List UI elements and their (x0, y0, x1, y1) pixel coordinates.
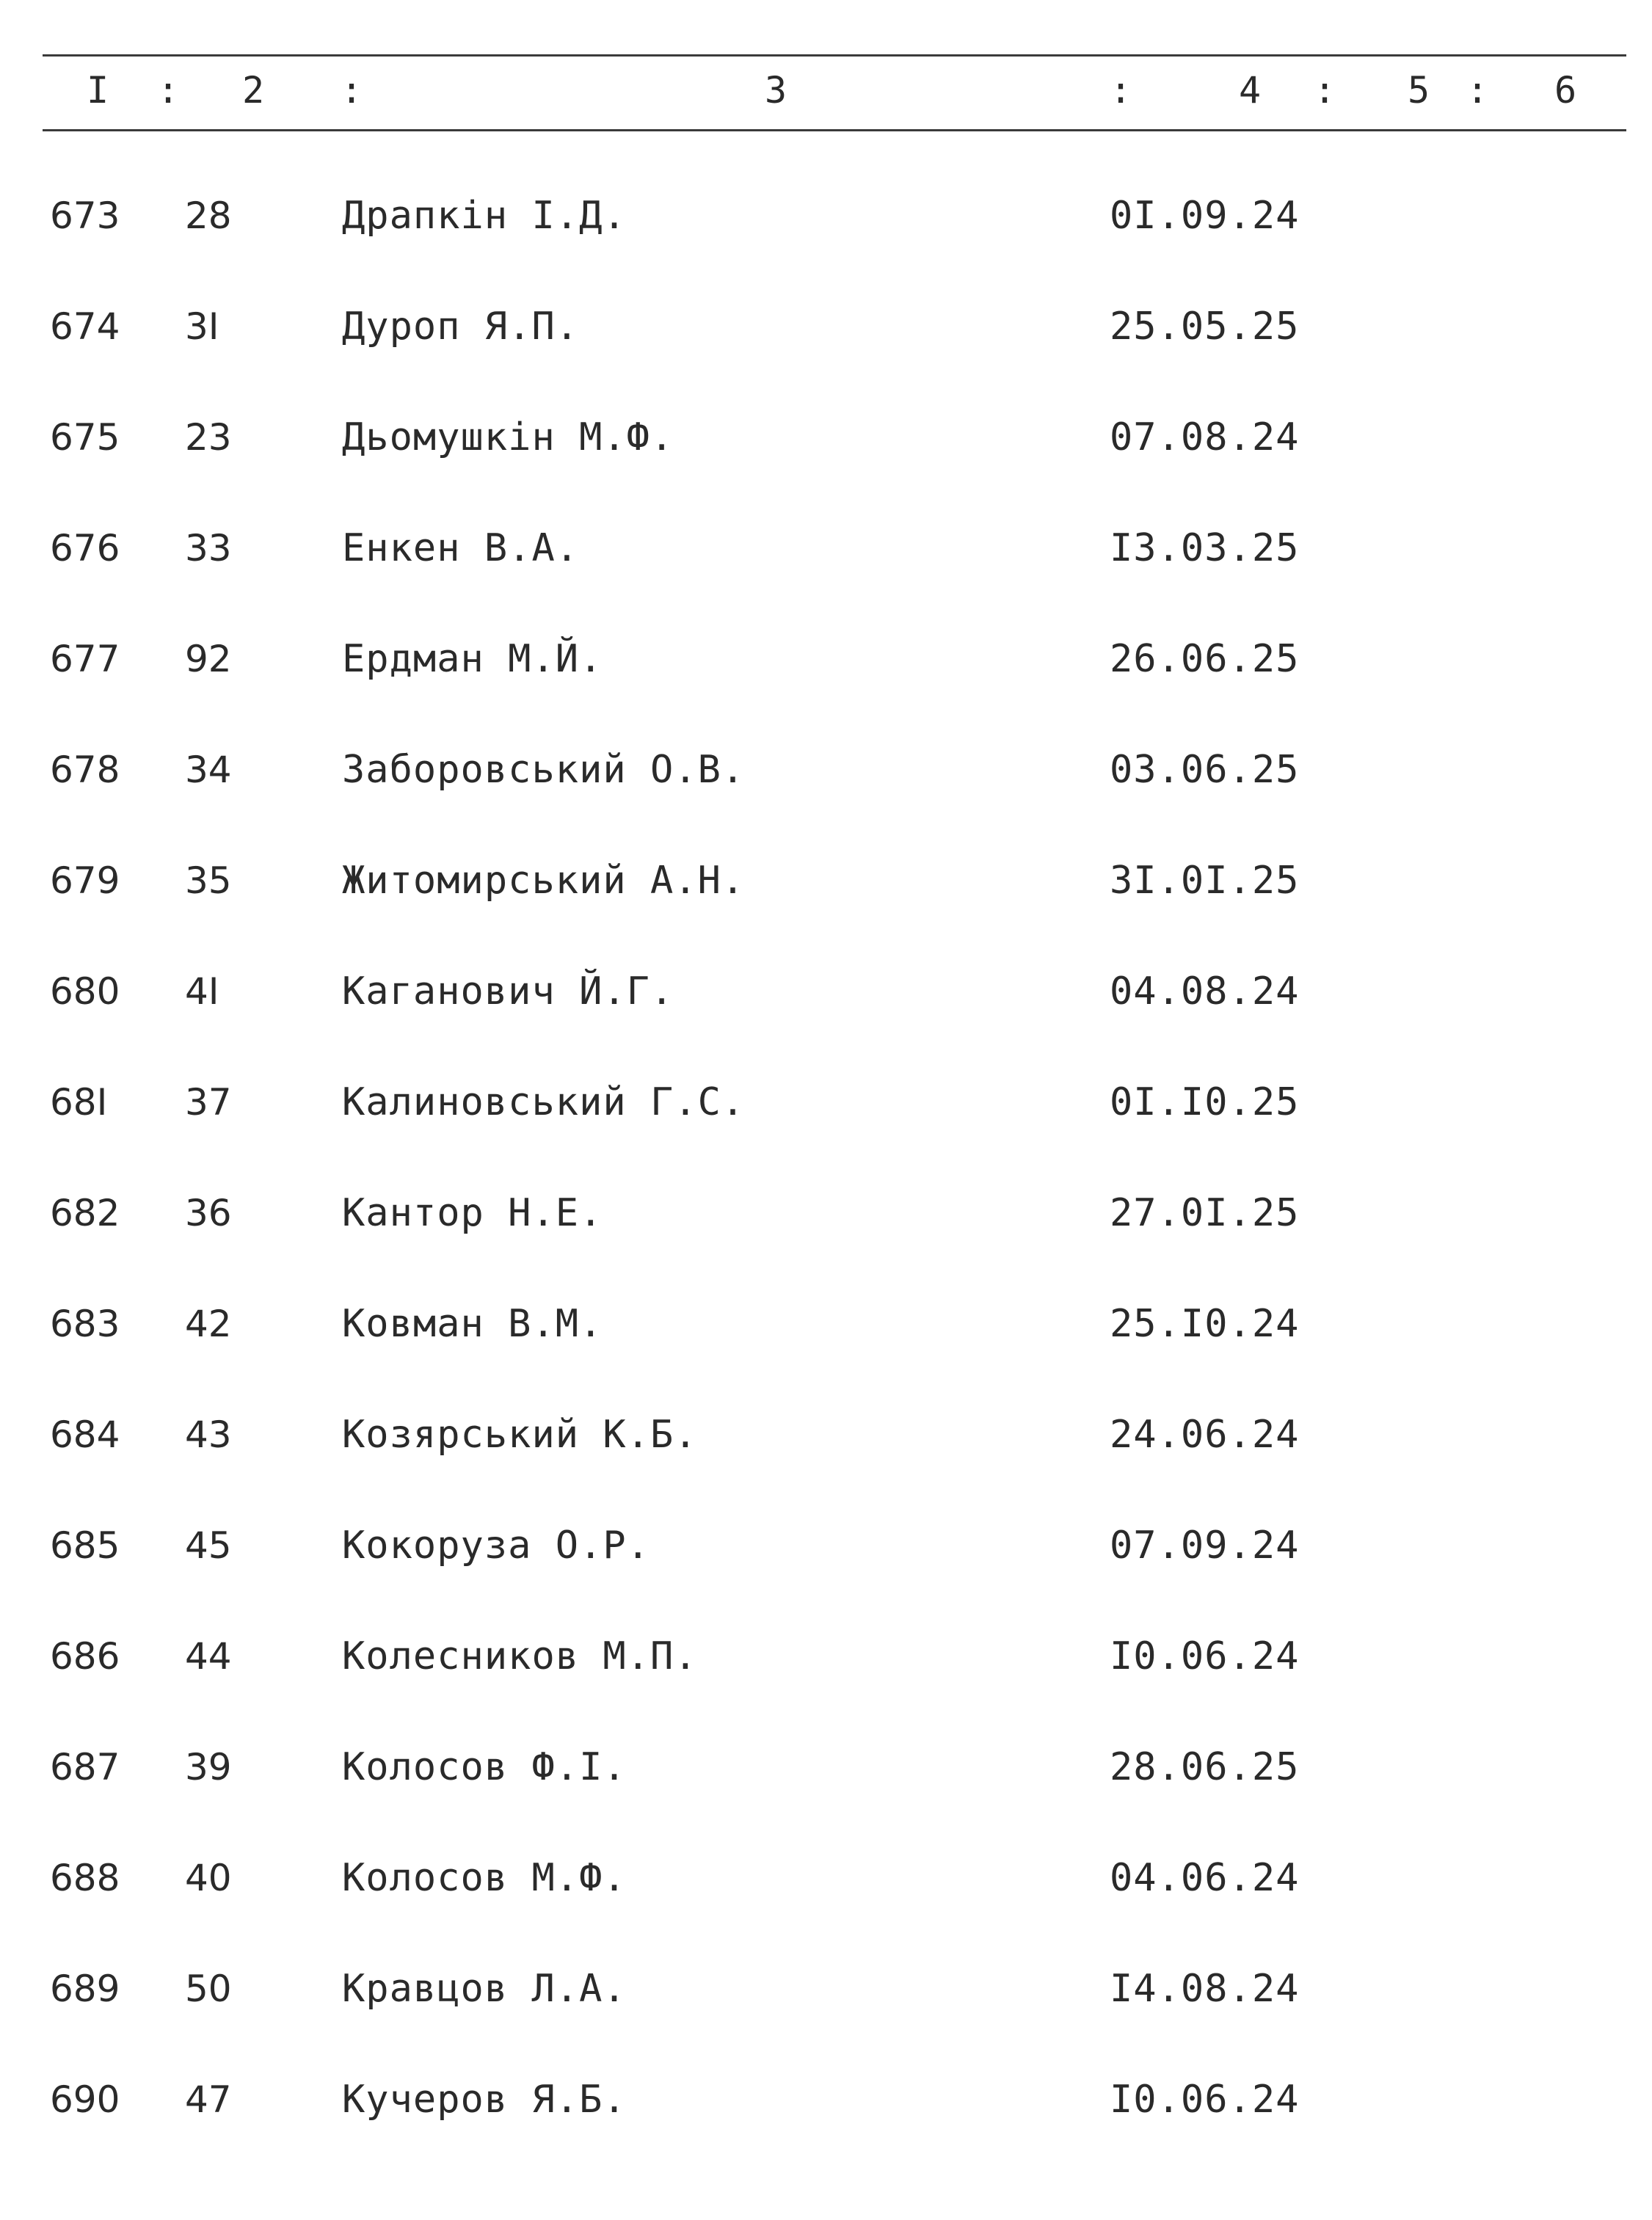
row-name: Дуроп Я.П. (342, 305, 580, 349)
table-header (0, 65, 1652, 116)
row-number: 680 (50, 970, 120, 1013)
row-date: I0.06.24 (1110, 1634, 1300, 1678)
header-separator: : (1466, 69, 1489, 112)
row-name: Ковман В.М. (342, 1302, 603, 1346)
row-code: 36 (185, 1192, 232, 1234)
row-number: 687 (50, 1746, 120, 1788)
row-name: Колосов Ф.I. (342, 1745, 627, 1789)
row-number: 679 (50, 859, 120, 902)
row-code: 23 (185, 416, 232, 459)
table-row (0, 2070, 1652, 2129)
header-col-2: 2 (242, 69, 265, 112)
row-date: 07.09.24 (1110, 1524, 1300, 1568)
row-number: 68I (50, 1081, 108, 1124)
row-code: 34 (185, 749, 232, 791)
row-number: 688 (50, 1857, 120, 1899)
row-name: Колосов М.Ф. (342, 1856, 627, 1900)
row-name: Каганович Й.Г. (342, 969, 674, 1013)
header-separator: : (1110, 69, 1132, 112)
row-name: Дьомушкін М.Ф. (342, 415, 674, 459)
row-date: 0I.I0.25 (1110, 1080, 1300, 1124)
row-number: 675 (50, 416, 120, 459)
table-header-rule (43, 129, 1626, 131)
row-name: Драпкін I.Д. (342, 194, 627, 238)
row-date: 3I.0I.25 (1110, 859, 1300, 903)
row-code: 44 (185, 1635, 232, 1678)
header-col-3: 3 (765, 69, 787, 112)
row-date: 0I.09.24 (1110, 194, 1300, 238)
row-name: Кокоруза О.Р. (342, 1524, 650, 1568)
table-row (0, 519, 1652, 578)
row-name: Кантор Н.Е. (342, 1191, 603, 1235)
row-number: 678 (50, 749, 120, 791)
row-name: Енкен В.А. (342, 526, 580, 570)
row-date: I3.03.25 (1110, 526, 1300, 570)
row-code: 92 (185, 638, 232, 680)
table-row (0, 851, 1652, 910)
header-separator: : (157, 69, 180, 112)
row-number: 690 (50, 2078, 120, 2121)
table-row (0, 1295, 1652, 1353)
row-date: 04.06.24 (1110, 1856, 1300, 1900)
row-code: 43 (185, 1413, 232, 1456)
table-row (0, 1516, 1652, 1575)
table-row (0, 297, 1652, 356)
table-row (0, 740, 1652, 799)
table-top-rule (43, 54, 1626, 57)
row-name: Козярський К.Б. (342, 1413, 698, 1457)
table-row (0, 630, 1652, 688)
header-col-5: 5 (1408, 69, 1430, 112)
row-name: Житомирський А.Н. (342, 859, 746, 903)
row-name: Заборовський О.В. (342, 748, 746, 792)
row-code: 28 (185, 194, 232, 237)
row-number: 674 (50, 305, 120, 348)
row-date: 28.06.25 (1110, 1745, 1300, 1789)
row-name: Ердман М.Й. (342, 637, 603, 681)
table-row (0, 1405, 1652, 1464)
header-separator: : (1314, 69, 1336, 112)
row-date: 07.08.24 (1110, 415, 1300, 459)
row-date: I4.08.24 (1110, 1967, 1300, 2011)
row-code: 37 (185, 1081, 232, 1124)
table-row (0, 408, 1652, 467)
table-row (0, 1627, 1652, 1686)
row-code: 45 (185, 1524, 232, 1567)
row-date: 26.06.25 (1110, 637, 1300, 681)
row-number: 689 (50, 1968, 120, 2010)
row-date: 04.08.24 (1110, 969, 1300, 1013)
row-date: I0.06.24 (1110, 2078, 1300, 2122)
table-row (0, 1184, 1652, 1242)
table-row (0, 186, 1652, 245)
row-name: Калиновський Г.С. (342, 1080, 746, 1124)
row-date: 25.I0.24 (1110, 1302, 1300, 1346)
row-code: 4I (185, 970, 219, 1013)
row-name: Кравцов Л.А. (342, 1967, 627, 2011)
row-code: 3I (185, 305, 219, 348)
header-col-4: 4 (1239, 69, 1262, 112)
row-code: 40 (185, 1857, 232, 1899)
row-code: 50 (185, 1968, 232, 2010)
row-date: 27.0I.25 (1110, 1191, 1300, 1235)
header-separator: : (341, 69, 363, 112)
row-code: 35 (185, 859, 232, 902)
row-number: 685 (50, 1524, 120, 1567)
row-number: 682 (50, 1192, 120, 1234)
row-number: 677 (50, 638, 120, 680)
row-date: 25.05.25 (1110, 305, 1300, 349)
row-code: 39 (185, 1746, 232, 1788)
row-date: 03.06.25 (1110, 748, 1300, 792)
row-number: 684 (50, 1413, 120, 1456)
table-row (0, 1849, 1652, 1907)
row-number: 683 (50, 1303, 120, 1345)
row-name: Колесников М.П. (342, 1634, 698, 1678)
table-row (0, 1073, 1652, 1132)
row-number: 673 (50, 194, 120, 237)
table-row (0, 1959, 1652, 2018)
header-col-6: 6 (1554, 69, 1577, 112)
table-row (0, 1738, 1652, 1797)
row-date: 24.06.24 (1110, 1413, 1300, 1457)
table-row (0, 962, 1652, 1021)
row-code: 33 (185, 527, 232, 569)
header-col-1: I (87, 69, 109, 112)
row-code: 47 (185, 2078, 232, 2121)
row-number: 686 (50, 1635, 120, 1678)
row-number: 676 (50, 527, 120, 569)
row-name: Кучеров Я.Б. (342, 2078, 627, 2122)
row-code: 42 (185, 1303, 232, 1345)
